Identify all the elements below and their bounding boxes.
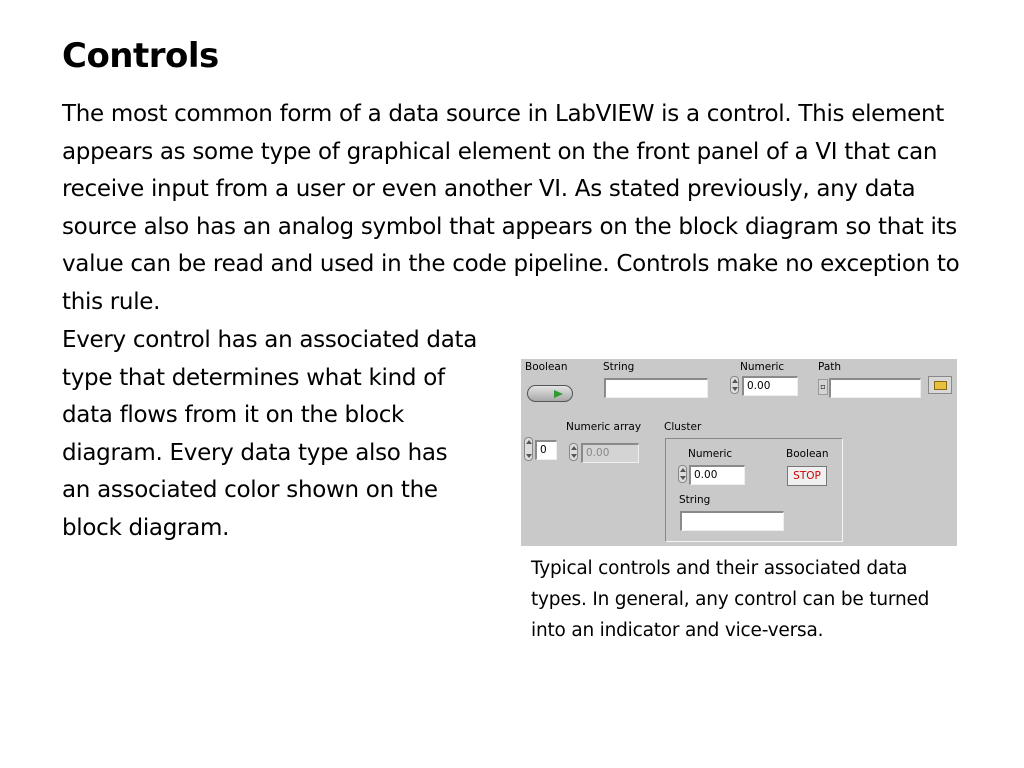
figure-caption: Typical controls and their associated data types. In general, any control can be turned into an indicator and vice-versa. [531, 558, 930, 641]
array-element-field[interactable]: 0.00 [581, 443, 639, 463]
folder-icon [934, 381, 947, 390]
path-icon: ▫ [818, 379, 828, 395]
stop-button[interactable]: STOP [787, 466, 827, 486]
cluster-numeric-field[interactable]: 0.00 [689, 465, 745, 485]
page-title: Controls [62, 36, 219, 76]
labview-front-panel-image [521, 359, 957, 546]
cluster-numeric-label: Numeric [688, 448, 733, 460]
numeric-label: Numeric [740, 361, 785, 373]
array-index-field[interactable]: 0 [535, 440, 557, 460]
numeric-spinner[interactable] [730, 376, 739, 394]
cluster-label: Cluster [664, 421, 702, 433]
side-paragraph: Every control has an associated data type that determines what kind of data flows from it on the block diagram. Every data type also has an associated color shown on the block diagram. [62, 327, 478, 541]
string-label: String [603, 361, 635, 373]
array-index-spinner[interactable] [524, 437, 533, 461]
path-label: Path [818, 361, 842, 373]
string-field[interactable] [604, 378, 708, 398]
path-field[interactable] [829, 378, 921, 398]
folder-browse-button[interactable] [928, 376, 952, 394]
cluster-numeric-spinner[interactable] [678, 465, 687, 483]
boolean-label: Boolean [525, 361, 568, 373]
boolean-switch[interactable] [527, 385, 573, 402]
array-element-spinner[interactable] [569, 443, 578, 461]
numeric-field[interactable]: 0.00 [742, 376, 798, 396]
numeric-array-label: Numeric array [566, 421, 642, 433]
intro-paragraph: The most common form of a data source in LabVIEW is a control. This element appears as some type of graphical element on the front panel of a VI that can receive input from a user or even another VI. As stated previously, any data source also has an analog symbol that appears on the block diagram so that its value can be read and used in the code pipeline. Controls make no exception to this rule. [62, 101, 960, 315]
cluster-string-field[interactable] [680, 511, 784, 531]
cluster-boolean-label: Boolean [786, 448, 829, 460]
cluster-string-label: String [679, 494, 711, 506]
play-icon [554, 390, 563, 398]
